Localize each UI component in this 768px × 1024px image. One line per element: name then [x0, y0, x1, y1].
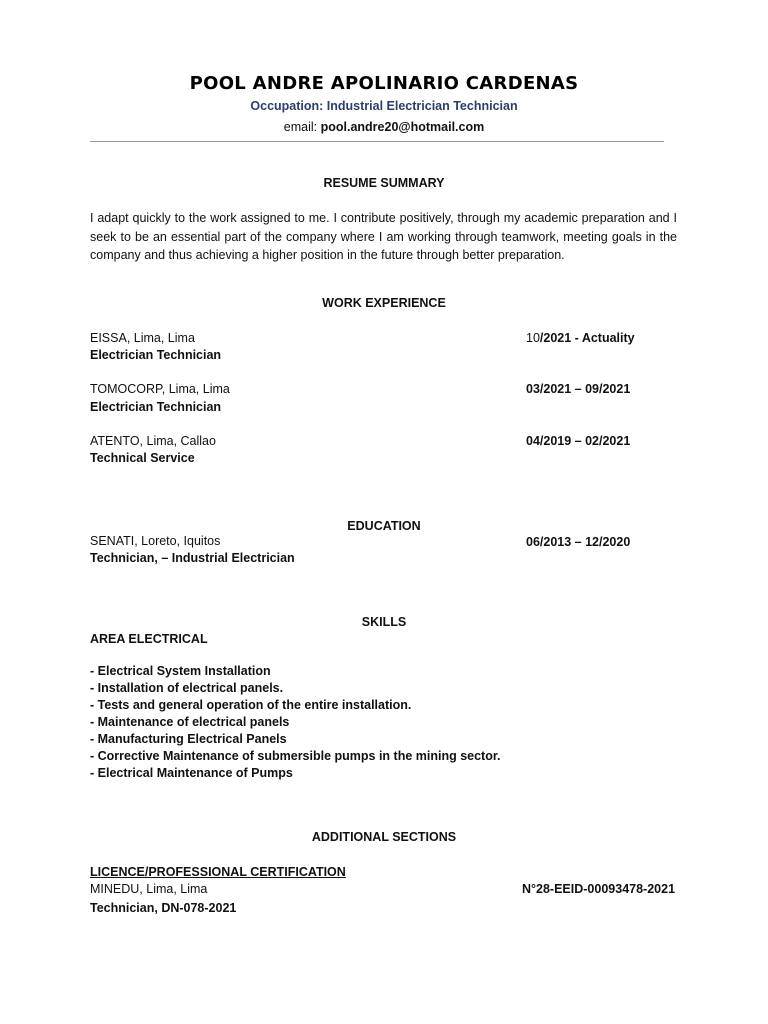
- work-date-1-rest: /2021 - Actuality: [539, 331, 635, 345]
- skills-heading: SKILLS: [361, 615, 407, 629]
- work-role-3: Technical Service: [90, 451, 195, 465]
- education-degree: Technician, – Industrial Electrician: [90, 551, 295, 565]
- education-date: 06/2013 – 12/2020: [526, 535, 631, 549]
- summary-text: I adapt quickly to the work assigned to me. I contribute positively, through my academic preparation and I seek to be an essential part of the company where I am working through teamwork, meeting goals in the company and thus achieving a higher position in the future through better preparation.: [90, 211, 677, 262]
- header-divider: [90, 141, 664, 142]
- education-heading: EDUCATION: [347, 519, 421, 533]
- work-date-1-month: 10: [526, 331, 540, 345]
- license-issuer: MINEDU, Lima, Lima: [90, 882, 208, 896]
- skills-area: AREA ELECTRICAL: [90, 632, 208, 646]
- work-role-2: Electrician Technician: [90, 400, 222, 414]
- skills-list: [90, 663, 501, 782]
- additional-heading: ADDITIONAL SECTIONS: [311, 830, 457, 844]
- skill-item: - Tests and general operation of the entire installation.: [90, 698, 412, 712]
- skill-item: - Electrical Maintenance of Pumps: [90, 766, 293, 780]
- work-heading: WORK EXPERIENCE: [322, 296, 446, 310]
- occupation-line: Occupation: Industrial Electrician Technician: [250, 99, 518, 113]
- skill-item: - Manufacturing Electrical Panels: [90, 732, 287, 746]
- license-credential: Technician, DN-078-2021: [90, 901, 237, 915]
- work-company-1: EISSA, Lima, Lima: [90, 331, 195, 345]
- email-line: [0, 120, 768, 134]
- email-address: pool.andre20@hotmail.com: [320, 120, 485, 134]
- work-date-1: [526, 331, 635, 345]
- work-role-1: Electrician Technician: [90, 348, 222, 362]
- summary-heading: RESUME SUMMARY: [323, 176, 445, 190]
- skill-item: - Corrective Maintenance of submersible pumps in the mining sector.: [90, 749, 501, 763]
- education-institution: SENATI, Loreto, Iquitos: [90, 534, 221, 548]
- skill-item: - Installation of electrical panels.: [90, 681, 284, 695]
- license-number: N°28-EEID-00093478-2021: [522, 882, 676, 896]
- license-title: LICENCE/PROFESSIONAL CERTIFICATION: [90, 865, 346, 879]
- work-company-3: ATENTO, Lima, Callao: [90, 434, 216, 448]
- skill-item: - Electrical System Installation: [90, 664, 271, 678]
- work-date-2: 03/2021 – 09/2021: [526, 382, 631, 396]
- email-label: email:: [283, 120, 318, 134]
- work-company-2: TOMOCORP, Lima, Lima: [90, 382, 230, 396]
- candidate-name: POOL ANDRE APOLINARIO CARDENAS: [189, 73, 579, 94]
- skill-item: - Maintenance of electrical panels: [90, 715, 290, 729]
- work-date-3: 04/2019 – 02/2021: [526, 434, 631, 448]
